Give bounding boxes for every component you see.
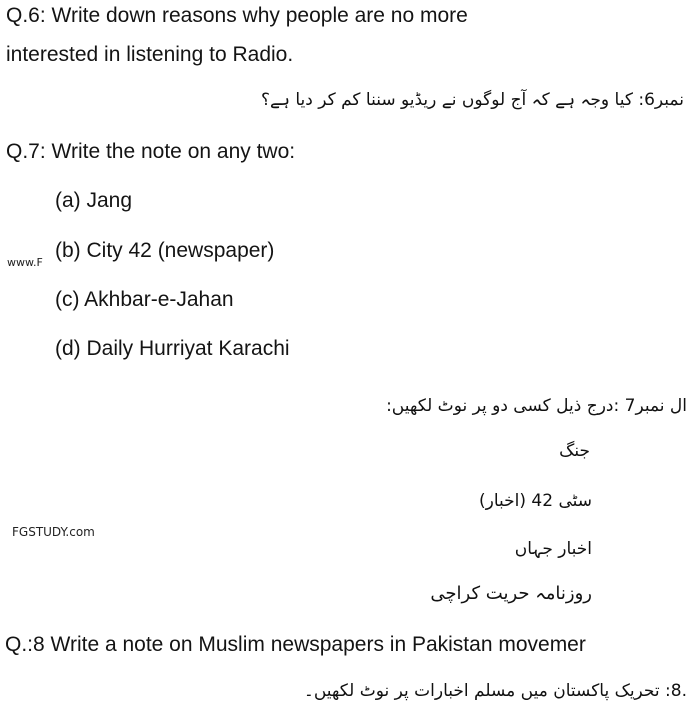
q8-urdu: .8: تحریک پاکستان میں مسلم اخبارات پر نوٹ لکھیں۔ [303,681,687,701]
watermark-www: www.F [7,256,43,269]
q6-line1: Q.6: Write down reasons why people are no more [6,4,468,27]
watermark-fgstudy: FGSTUDY.com [12,525,95,539]
q7-urdu-item-2: سٹی 42 (اخبار) [478,491,592,511]
q7-item-d: (d) Daily Hurriyat Karachi [55,337,290,360]
q7-urdu-title: ال نمبر7 :درج ذیل کسی دو پر نوٹ لکھیں: [386,396,687,416]
q7-urdu-item-1: جنگ [559,441,590,461]
q7-item-a: (a) Jang [55,189,133,212]
q7-item-b: (b) City 42 (newspaper) [55,239,275,262]
q8-title: Q.:8 Write a note on Muslim newspapers in Pakistan movemer [5,633,586,656]
q7-item-c: (c) Akhbar-e-Jahan [55,288,234,311]
q7-title: Q.7: Write the note on any two: [6,140,296,163]
q7-urdu-item-4: روزنامہ حریت کراچی [430,583,592,604]
q7-urdu-item-3: اخبار جہاں [514,539,592,559]
q6-urdu: نمبر6: کیا وجہ ہے کہ آج لوگوں نے ریڈیو سننا کم کر دیا ہے؟ [260,90,684,110]
q6-line2: interested in listening to Radio. [6,43,294,66]
